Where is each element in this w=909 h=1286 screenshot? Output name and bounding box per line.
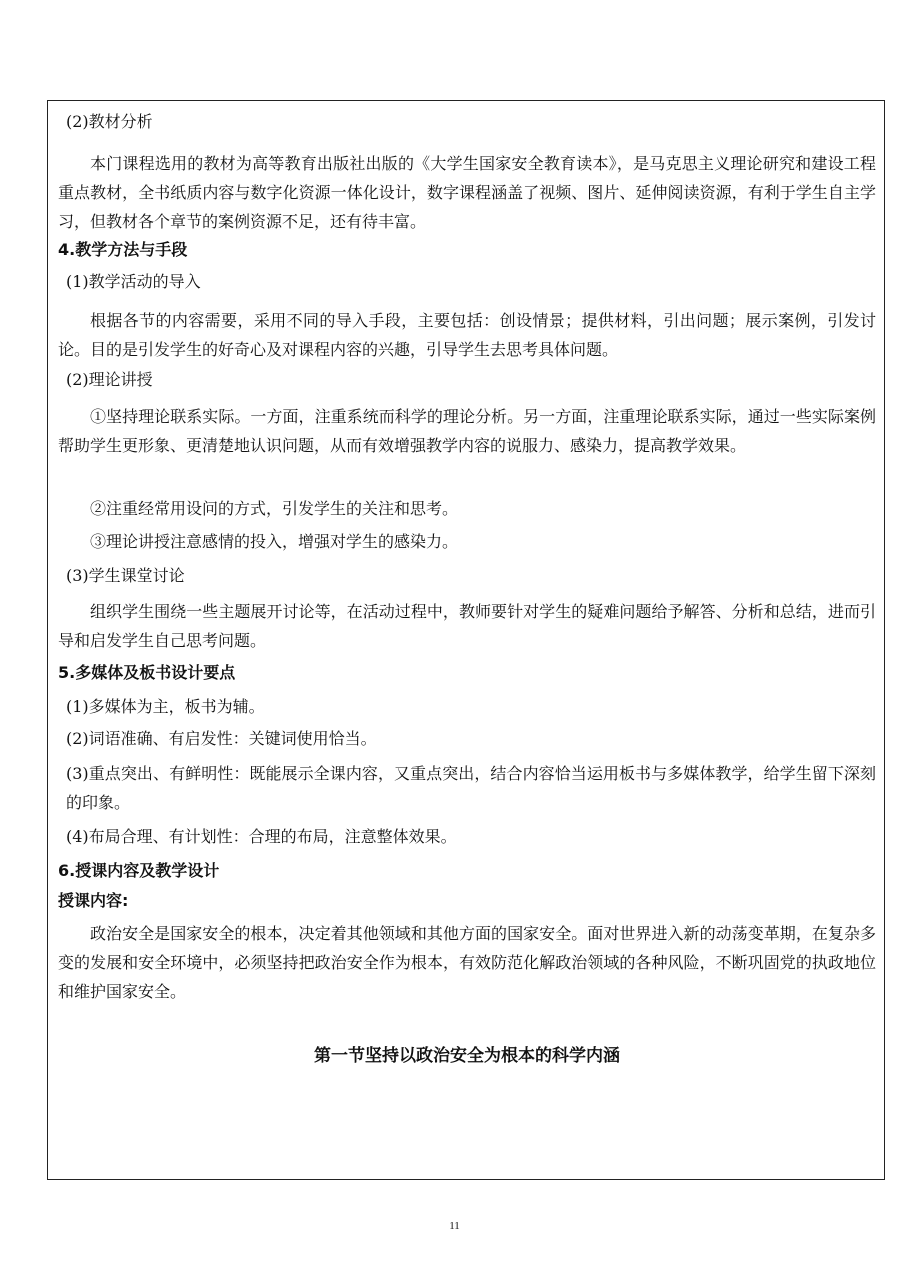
heading-lecture-content: 6.授课内容及教学设计 <box>58 861 220 880</box>
paragraph-lecture-3: ③理论讲授注意感情的投入，增强对学生的感染力。 <box>90 532 459 551</box>
heading-multimedia: 5.多媒体及板书设计要点 <box>58 663 236 682</box>
paragraph-discussion: 组织学生围绕一些主题展开讨论等，在活动过程中，教师要针对学生的疑难问题给予解答、分析和总结，进而引导和启发学生自己思考问题。 <box>58 602 876 650</box>
paragraph-lecture-2: ②注重经常用设问的方式，引发学生的关注和思考。 <box>90 499 459 518</box>
multimedia-point-4: (4)布局合理、有计划性：合理的布局，注意整体效果。 <box>66 827 457 846</box>
heading-teaching-methods: 4.教学方法与手段 <box>58 240 188 259</box>
subsection-title-textbook-analysis: (2)教材分析 <box>66 112 153 131</box>
section-title: 第一节坚持以政治安全为根本的科学内涵 <box>314 1046 620 1066</box>
paragraph-introduction: 根据各节的内容需要，采用不同的导入手段，主要包括：创设情景；提供材料，引出问题；展示案例，引发讨论。目的是引发学生的好奇心及对课程内容的兴趣，引导学生去思考具体问题。 <box>58 311 876 359</box>
content-table-cell <box>47 100 885 1180</box>
subsection-title-lecture: (2)理论讲授 <box>66 370 153 389</box>
multimedia-point-3: (3)重点突出、有鲜明性：既能展示全课内容，又重点突出，结合内容恰当运用板书与多媒体教学，给学生留下深刻的印象。 <box>66 764 876 812</box>
paragraph-lecture-1: ①坚持理论联系实际。一方面，注重系统而科学的理论分析。另一方面，注重理论联系实际，通过一些实际案例帮助学生更形象、更清楚地认识问题，从而有效增强教学内容的说服力、感染力，提高教学效果。 <box>58 407 876 455</box>
paragraph-textbook-analysis: 本门课程选用的教材为高等教育出版社出版的《大学生国家安全教育读本》，是马克思主义理论研究和建设工程重点教材，全书纸质内容与数字化资源一体化设计，数字课程涵盖了视频、图片、延伸阅读资源，有利于学生自主学习，但教材各个章节的案例资源不足，还有待丰富。 <box>58 154 876 231</box>
subsection-title-introduction: (1)教学活动的导入 <box>66 272 201 291</box>
multimedia-point-1: (1)多媒体为主，板书为辅。 <box>66 697 265 716</box>
label-lecture-content: 授课内容: <box>58 891 129 910</box>
paragraph-lecture-content: 政治安全是国家安全的根本，决定着其他领域和其他方面的国家安全。面对世界进入新的动荡变革期，在复杂多变的发展和安全环境中，必须坚持把政治安全作为根本，有效防范化解政治领域的各种风险，不断巩固党的执政地位和维护国家安全。 <box>58 924 876 1001</box>
multimedia-point-2: (2)词语准确、有启发性：关键词使用恰当。 <box>66 729 377 748</box>
page-number: 11 <box>449 1220 460 1232</box>
subsection-title-discussion: (3)学生课堂讨论 <box>66 566 185 585</box>
